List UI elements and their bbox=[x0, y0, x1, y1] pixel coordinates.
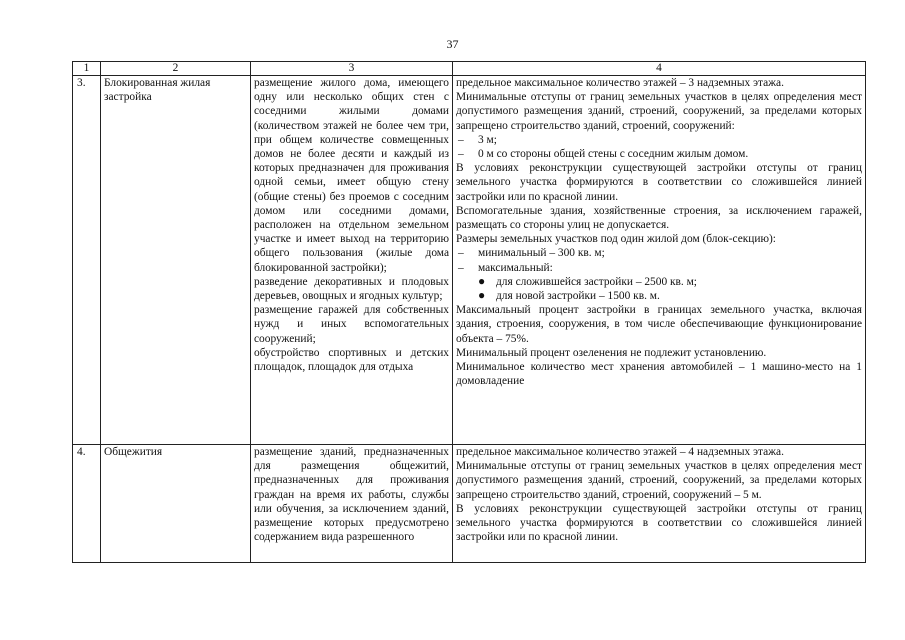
use-type-name: Общежития bbox=[101, 445, 251, 563]
row-number: 4. bbox=[73, 445, 101, 563]
dash-list-item bbox=[456, 133, 862, 147]
bullet-item-text: для сложившейся застройки – 2500 кв. м; bbox=[496, 275, 697, 288]
header-col-3: 3 bbox=[251, 62, 453, 76]
parameters-cell bbox=[453, 445, 866, 563]
dash-list-item bbox=[456, 147, 862, 161]
parameter-paragraph: Минимальные отступы от границ земельных участков в целях определения мест допустимого размещения зданий, строений, сооружений, за пределами которых запрещено строительство зданий, строений, сооружений – 5 м. bbox=[456, 460, 862, 501]
bullet-list-item bbox=[456, 275, 862, 289]
parameter-paragraph: Минимальные отступы от границ земельных участков в целях определения мест допустимого размещения зданий, строений, сооружений, за пределами которых запрещено строительство зданий, строений, сооружений: bbox=[456, 91, 862, 132]
parameter-paragraph: Максимальный процент застройки в границах земельного участка, включая здания, строения, сооружения, в том числе обеспечивающие функционирование объекта – 75%. bbox=[456, 304, 862, 345]
parameter-paragraph: предельное максимальное количество этажей – 4 надземных этажа. bbox=[456, 446, 784, 458]
dash-marker: – bbox=[458, 261, 464, 274]
dash-marker: – bbox=[458, 133, 464, 146]
use-description bbox=[251, 76, 453, 445]
bullet-marker: ● bbox=[478, 273, 486, 288]
description-paragraph: обустройство спортивных и детских площадок, площадок для отдыха bbox=[254, 346, 449, 374]
parameter-paragraph: предельное максимальное количество этажей – 3 надземных этажа. bbox=[456, 77, 784, 89]
parameter-paragraph: Размеры земельных участков под один жилой дом (блок-секцию): bbox=[456, 233, 776, 246]
bullet-list-item bbox=[456, 289, 862, 303]
dash-list-item bbox=[456, 246, 862, 260]
dash-item-text: 0 м со стороны общей стены с соседним жилым домом. bbox=[478, 148, 749, 161]
header-col-1: 1 bbox=[73, 62, 101, 76]
dash-item-text: 3 м; bbox=[478, 133, 497, 146]
description-paragraph: разведение декоративных и плодовых деревьев, овощных и ягодных культур; bbox=[254, 275, 449, 303]
table-row bbox=[73, 445, 866, 563]
parameter-paragraph: Минимальное количество мест хранения автомобилей – 1 машино-место на 1 домовладение bbox=[456, 361, 862, 388]
description-paragraph: размещение жилого дома, имеющего одну или несколько общих стен с соседними жилыми домами (количеством этажей не более чем три, при общем количестве совмещенных домов не более десяти и каждый из которых предназначен для проживания одной семьи, имеет общую стену (общие стены) без проемов с соседним домом или соседними домами, расположен на отдельном земельном участке и имеет выход на территорию общего пользования (жилые дома блокированной застройки); bbox=[254, 77, 449, 274]
parameter-paragraph: Минимальный процент озеленения не подлежит установлению. bbox=[456, 346, 767, 359]
dash-marker: – bbox=[458, 148, 464, 161]
parameter-paragraph: В условиях реконструкции существующей застройки отступы от границ земельного участка формируются в соответствии со сложившейся линией застройки или по красной линии. bbox=[456, 502, 862, 544]
parameter-paragraph: В условиях реконструкции существующей застройки отступы от границ земельного участка формируются в соответствии со сложившейся линией застройки или по красной линии. bbox=[456, 162, 862, 203]
description-paragraph: размещение гаражей для собственных нужд и иных вспомогательных сооружений; bbox=[254, 304, 449, 345]
regulations-table bbox=[72, 61, 866, 563]
table-header-row bbox=[73, 62, 866, 76]
header-col-4: 4 bbox=[453, 62, 866, 76]
table-row bbox=[73, 76, 866, 445]
use-type-name: Блокированная жилая застройка bbox=[101, 76, 251, 445]
dash-marker: – bbox=[458, 247, 464, 260]
bullet-marker: ● bbox=[478, 288, 486, 303]
bullet-item-text: для новой застройки – 1500 кв. м. bbox=[496, 290, 660, 303]
description-paragraph: размещение зданий, предназначенных для размещения общежитий, предназначенных для проживания граждан на время их работы, службы или обучения, за исключением зданий, размещение которых предусмотрено содержанием вида разрешенного bbox=[254, 446, 449, 544]
dash-list-item bbox=[456, 261, 862, 275]
parameters-cell bbox=[453, 76, 866, 445]
dash-item-text: максимальный: bbox=[478, 261, 553, 274]
header-col-2: 2 bbox=[101, 62, 251, 76]
page-number: 37 bbox=[446, 37, 459, 51]
row-number: 3. bbox=[73, 76, 101, 445]
use-description bbox=[251, 445, 453, 563]
parameter-paragraph: Вспомогательные здания, хозяйственные строения, за исключением гаражей, размещать со стороны улиц не допускается. bbox=[456, 204, 862, 232]
dash-item-text: минимальный – 300 кв. м; bbox=[478, 247, 605, 260]
